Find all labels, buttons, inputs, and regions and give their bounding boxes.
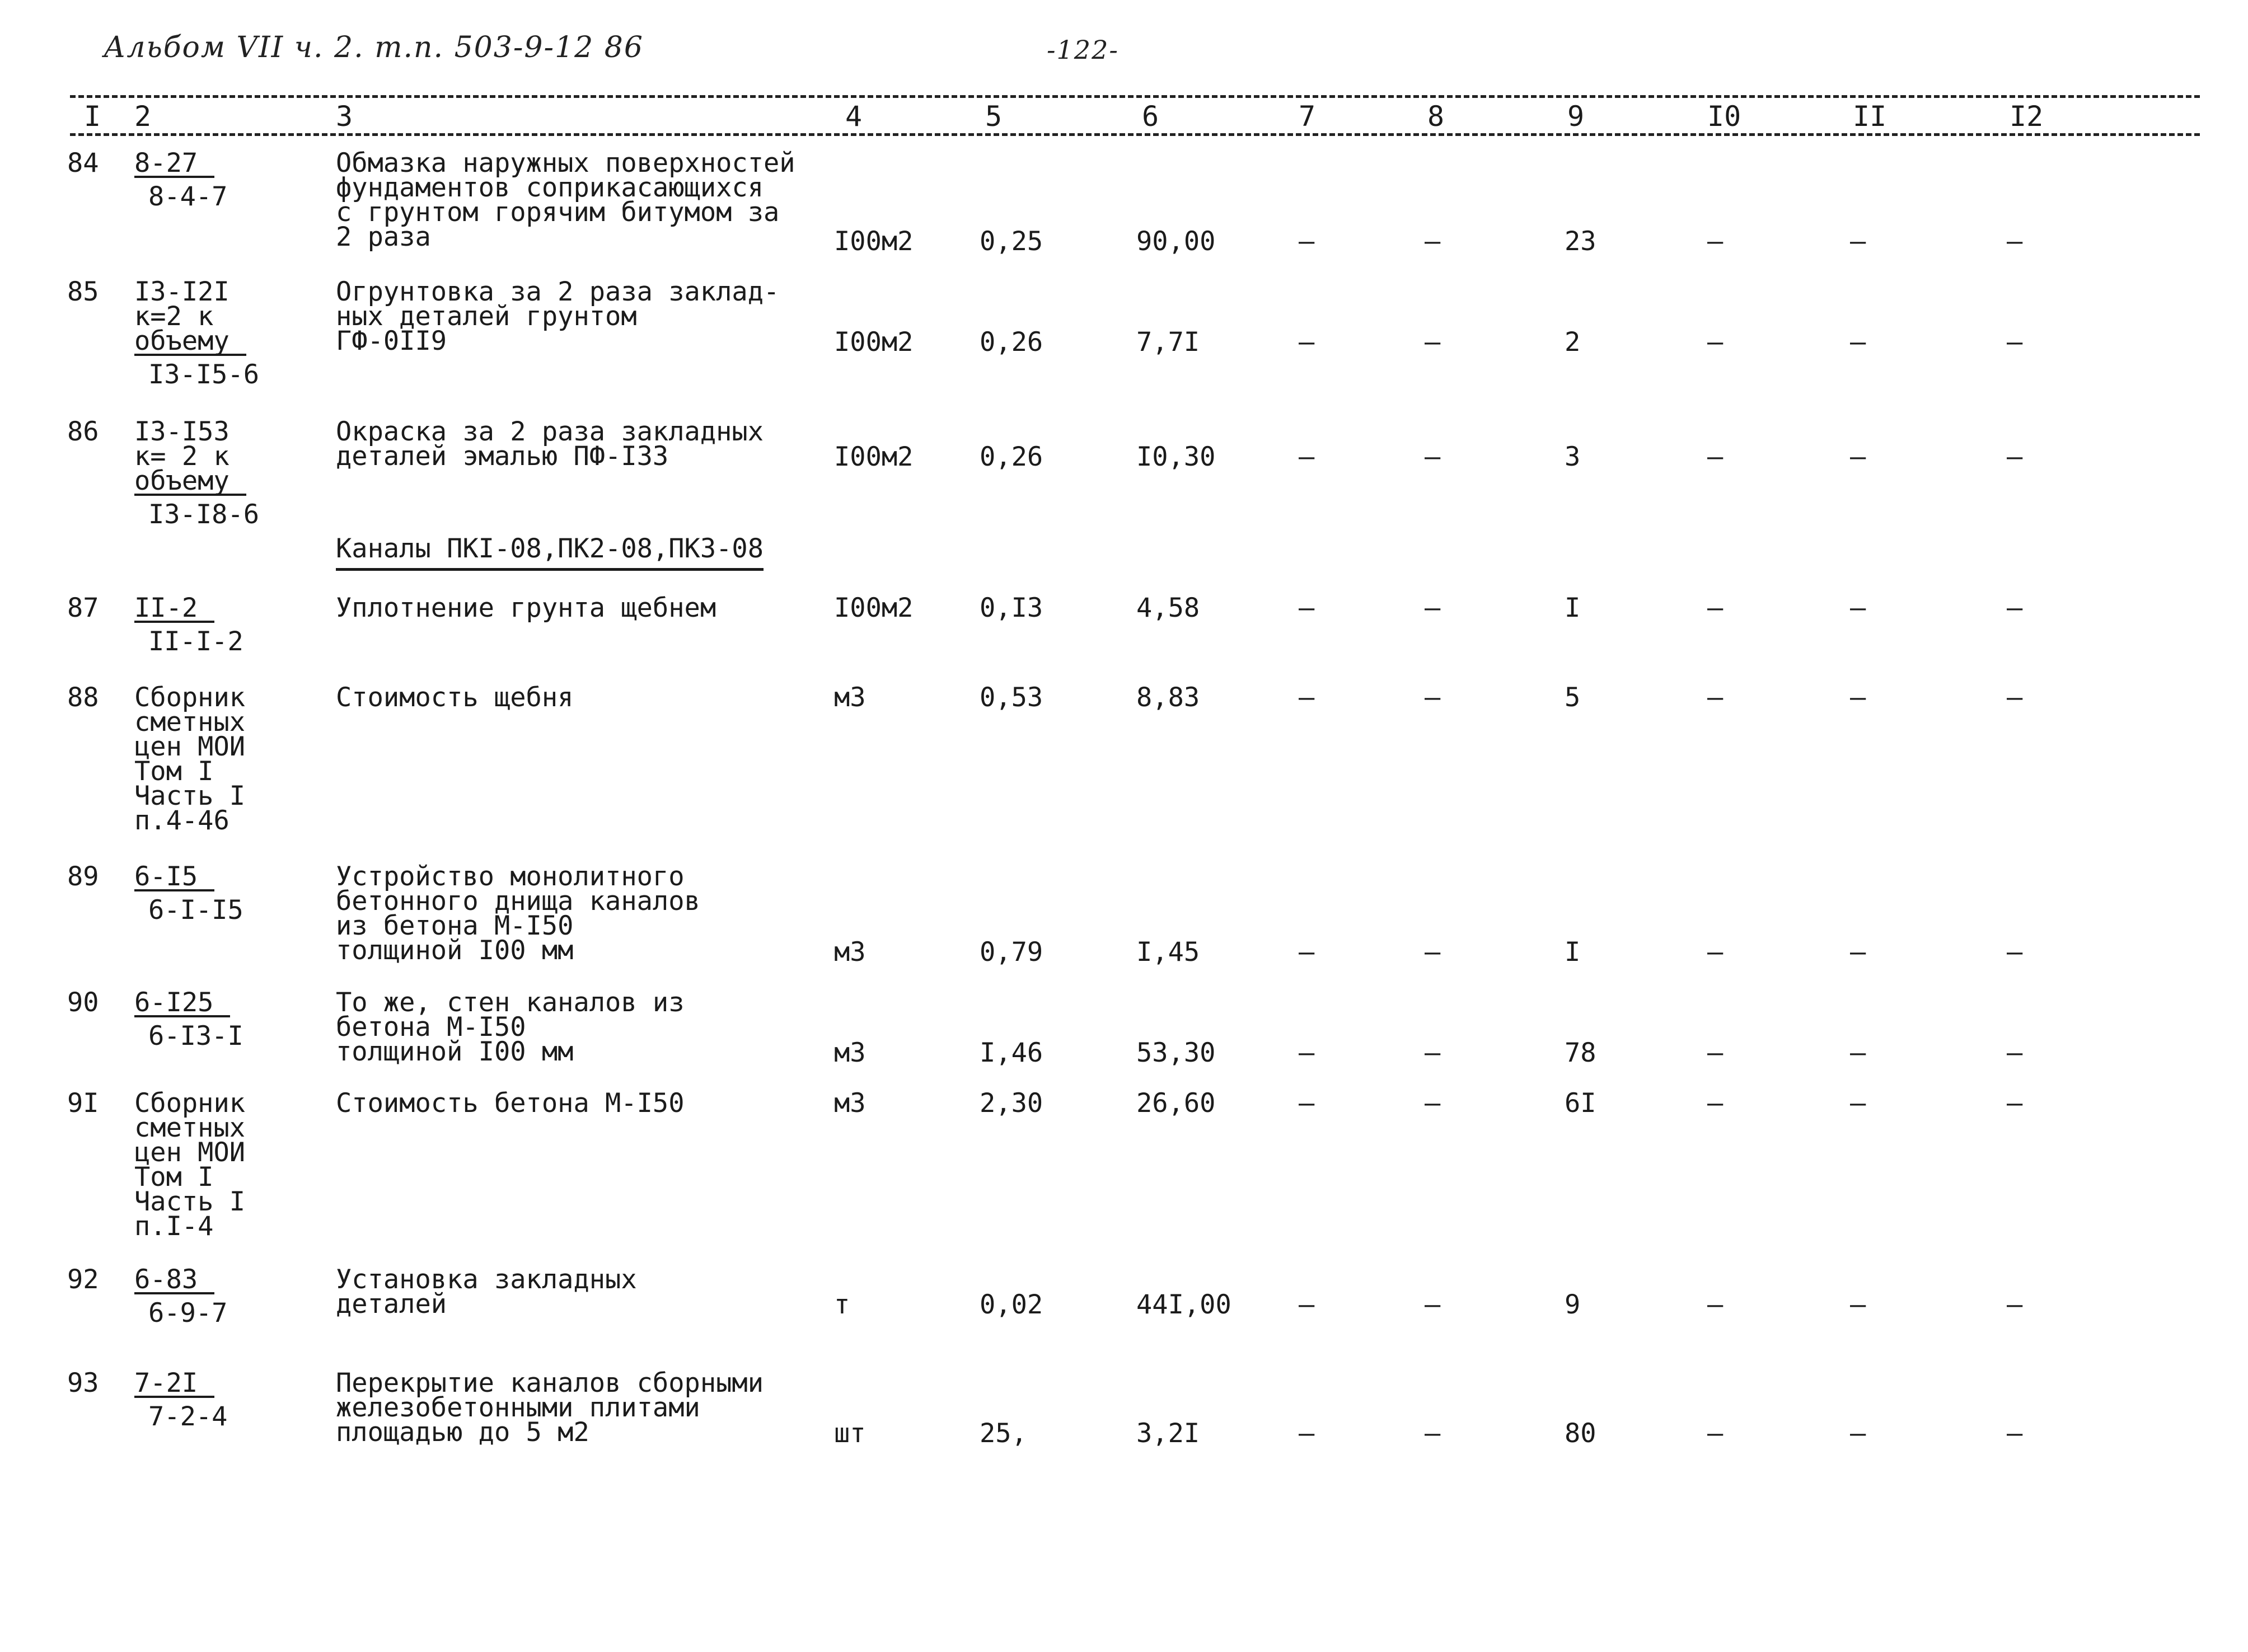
quantity: 0,I3 — [980, 593, 1043, 623]
col10-value: – — [1707, 593, 1724, 623]
unit: м3 — [834, 937, 866, 968]
code-primary: 6-I5 — [134, 865, 214, 891]
col9-value: 9 — [1565, 1289, 1581, 1320]
column-header: II — [1853, 100, 1887, 133]
row-number: 89 — [67, 861, 99, 892]
code-reference: 6-9-7 — [148, 1298, 228, 1329]
col12-value: – — [2007, 1038, 2023, 1068]
unit-price: 26,60 — [1136, 1088, 1216, 1119]
col8-value: – — [1425, 682, 1441, 713]
col9-value: 5 — [1565, 682, 1581, 713]
code-reference: 7-2-4 — [148, 1401, 228, 1432]
unit: м3 — [834, 682, 866, 713]
col11-value: – — [1850, 1289, 1866, 1320]
row-number: 84 — [67, 148, 99, 179]
col10-value: – — [1707, 327, 1724, 358]
col7-value: – — [1299, 1289, 1315, 1320]
unit-price: I0,30 — [1136, 442, 1216, 472]
col12-value: – — [2007, 1289, 2023, 1320]
row-number: 90 — [67, 987, 99, 1018]
quantity: I,46 — [980, 1038, 1043, 1068]
col9-value: 80 — [1565, 1418, 1596, 1449]
unit-price: 44I,00 — [1136, 1289, 1231, 1320]
col7-value: – — [1299, 442, 1315, 472]
quantity: 0,02 — [980, 1289, 1043, 1320]
col10-value: – — [1707, 1088, 1724, 1119]
col7-value: – — [1299, 327, 1315, 358]
description: Огрунтовка за 2 раза заклад- ных деталей грунтом ГФ-0II9 — [336, 276, 780, 356]
col11-value: – — [1850, 1088, 1866, 1119]
column-header: 4 — [845, 100, 863, 133]
section-title: Каналы ПКI-08,ПК2-08,ПК3-08 — [336, 534, 764, 571]
code-cell — [134, 148, 228, 212]
col7-value: – — [1299, 593, 1315, 623]
col11-value: – — [1850, 937, 1866, 968]
col10-value: – — [1707, 226, 1724, 257]
column-header: I — [84, 100, 101, 133]
col10-value: – — [1707, 937, 1724, 968]
column-header: 5 — [985, 100, 1003, 133]
col12-value: – — [2007, 593, 2023, 623]
description: Стоимость бетона М-I50 — [336, 1088, 685, 1119]
row-number: 9I — [67, 1088, 99, 1119]
col8-value: – — [1425, 226, 1441, 257]
col10-value: – — [1707, 1418, 1724, 1449]
code-primary: 6-83 — [134, 1268, 214, 1294]
col8-value: – — [1425, 1088, 1441, 1119]
col10-value: – — [1707, 442, 1724, 472]
unit-price: 8,83 — [1136, 682, 1200, 713]
page-number: -122- — [1047, 35, 1119, 65]
code-cell — [134, 987, 243, 1052]
album-reference: Альбом VII ч. 2. т.п. 503-9-12 86 — [104, 31, 644, 64]
col12-value: – — [2007, 327, 2023, 358]
quantity: 0,26 — [980, 327, 1043, 358]
col9-value: I — [1565, 593, 1581, 623]
description: Перекрытие каналов сборными железобетонными плитами площадью до 5 м2 — [336, 1368, 764, 1448]
col7-value: – — [1299, 937, 1315, 968]
code-cell — [134, 416, 260, 530]
code-primary: 6-I25 — [134, 991, 230, 1017]
code-reference: 6-I-I5 — [148, 895, 243, 926]
col9-value: 6I — [1565, 1088, 1596, 1119]
code-primary: 7-2I — [134, 1371, 214, 1398]
col7-value: – — [1299, 1418, 1315, 1449]
description: Обмазка наружных поверхностей фундаментов соприкасающихся с грунтом горячим битумом за 2 раза — [336, 148, 795, 252]
col8-value: – — [1425, 1038, 1441, 1068]
col9-value: 78 — [1565, 1038, 1596, 1068]
column-header: I2 — [2010, 100, 2044, 133]
col7-value: – — [1299, 1038, 1315, 1068]
col11-value: – — [1850, 327, 1866, 358]
code-reference: II-I-2 — [148, 626, 243, 657]
col10-value: – — [1707, 1038, 1724, 1068]
column-header: 6 — [1142, 100, 1159, 133]
row-number: 87 — [67, 593, 99, 623]
col12-value: – — [2007, 1418, 2023, 1449]
quantity: 25, — [980, 1418, 1027, 1449]
code-primary: 8-27 — [134, 151, 214, 178]
row-number: 86 — [67, 416, 99, 447]
column-header: 9 — [1567, 100, 1585, 133]
unit: I00м2 — [834, 327, 914, 358]
quantity: 2,30 — [980, 1088, 1043, 1119]
code-primary: I3-I2I к=2 к объему — [134, 280, 246, 356]
header-top-rule — [70, 95, 2200, 98]
row-number: 88 — [67, 682, 99, 713]
code-cell — [134, 1368, 228, 1432]
col11-value: – — [1850, 682, 1866, 713]
code-reference: Сборник сметных цен МОИ Том I Часть I п.4-46 — [134, 682, 246, 836]
description: Окраска за 2 раза закладных деталей эмалью ПФ-I33 — [336, 416, 764, 472]
unit: I00м2 — [834, 442, 914, 472]
code-cell — [134, 682, 246, 836]
code-reference: Сборник сметных цен МОИ Том I Часть I п.I-4 — [134, 1088, 246, 1242]
col8-value: – — [1425, 937, 1441, 968]
header-bottom-rule — [70, 133, 2200, 136]
col12-value: – — [2007, 1088, 2023, 1119]
code-reference: I3-I8-6 — [148, 499, 260, 530]
column-header: 2 — [134, 100, 152, 133]
col10-value: – — [1707, 682, 1724, 713]
col12-value: – — [2007, 682, 2023, 713]
code-cell — [134, 276, 260, 390]
column-header: 8 — [1427, 100, 1445, 133]
unit: I00м2 — [834, 593, 914, 623]
code-cell — [134, 1264, 228, 1329]
col12-value: – — [2007, 442, 2023, 472]
col8-value: – — [1425, 593, 1441, 623]
unit-price: 4,58 — [1136, 593, 1200, 623]
description: Установка закладных деталей — [336, 1264, 637, 1320]
row-number: 92 — [67, 1264, 99, 1295]
code-cell — [134, 1088, 246, 1242]
code-reference: 8-4-7 — [148, 181, 228, 212]
unit-price: 3,2I — [1136, 1418, 1200, 1449]
unit-price: 7,7I — [1136, 327, 1200, 358]
column-header: I0 — [1707, 100, 1741, 133]
unit: I00м2 — [834, 226, 914, 257]
description: Уплотнение грунта щебнем — [336, 593, 716, 623]
row-number: 85 — [67, 276, 99, 307]
code-primary: I3-I53 к= 2 к объему — [134, 420, 246, 496]
quantity: 0,25 — [980, 226, 1043, 257]
unit: м3 — [834, 1088, 866, 1119]
unit-price: I,45 — [1136, 937, 1200, 968]
col7-value: – — [1299, 682, 1315, 713]
col9-value: 3 — [1565, 442, 1581, 472]
code-reference: I3-I5-6 — [148, 359, 260, 390]
col7-value: – — [1299, 1088, 1315, 1119]
col8-value: – — [1425, 442, 1441, 472]
unit: м3 — [834, 1038, 866, 1068]
row-number: 93 — [67, 1368, 99, 1398]
column-header: 7 — [1299, 100, 1316, 133]
unit: т — [834, 1289, 850, 1320]
col7-value: – — [1299, 226, 1315, 257]
code-cell — [134, 861, 243, 926]
col12-value: – — [2007, 937, 2023, 968]
description: Стоимость щебня — [336, 682, 574, 713]
col9-value: 2 — [1565, 327, 1581, 358]
quantity: 0,79 — [980, 937, 1043, 968]
unit-price: 53,30 — [1136, 1038, 1216, 1068]
unit: шт — [834, 1418, 866, 1449]
description: То же, стен каналов из бетона М-I50 толщиной I00 мм — [336, 987, 685, 1067]
col8-value: – — [1425, 1418, 1441, 1449]
col8-value: – — [1425, 327, 1441, 358]
col10-value: – — [1707, 1289, 1724, 1320]
col9-value: 23 — [1565, 226, 1596, 257]
unit-price: 90,00 — [1136, 226, 1216, 257]
col11-value: – — [1850, 226, 1866, 257]
col11-value: – — [1850, 1038, 1866, 1068]
quantity: 0,53 — [980, 682, 1043, 713]
code-reference: 6-I3-I — [148, 1021, 243, 1052]
col11-value: – — [1850, 442, 1866, 472]
col8-value: – — [1425, 1289, 1441, 1320]
code-primary: II-2 — [134, 596, 214, 623]
code-cell — [134, 593, 243, 657]
description: Устройство монолитного бетонного днища каналов из бетона М-I50 толщиной I00 мм — [336, 861, 700, 966]
column-header: 3 — [336, 100, 353, 133]
col12-value: – — [2007, 226, 2023, 257]
quantity: 0,26 — [980, 442, 1043, 472]
col9-value: I — [1565, 937, 1581, 968]
col11-value: – — [1850, 1418, 1866, 1449]
col11-value: – — [1850, 593, 1866, 623]
